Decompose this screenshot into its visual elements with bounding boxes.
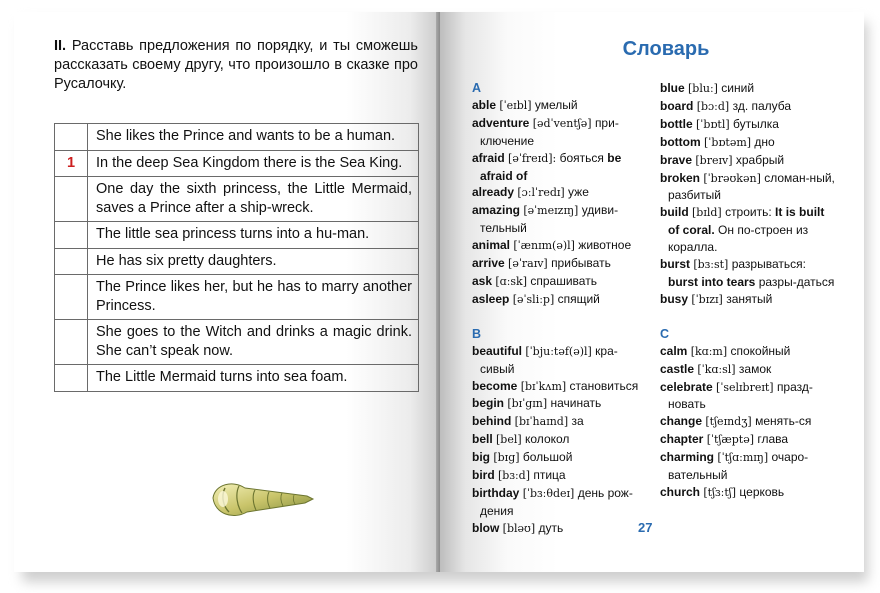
left-page	[14, 12, 440, 572]
entry-meaning: зд. палуба	[732, 98, 792, 113]
entry-meaning: сломан-ный, разбитый	[668, 170, 835, 203]
entry-meaning: колокол	[525, 432, 570, 447]
entry-meaning: празд-новать	[668, 379, 813, 412]
entry-transcription: [ˈænɪm(ə)l]	[513, 239, 575, 253]
table-row	[55, 222, 419, 249]
entry-meaning: становиться	[569, 378, 639, 393]
entry-transcription: [ˈbrəʊkən]	[703, 171, 761, 185]
sentence-cell: The Little Mermaid turns into sea foam.	[88, 365, 419, 392]
dictionary-entry	[660, 80, 836, 98]
sentence-cell: In the deep Sea Kingdom there is the Sea King.	[88, 150, 419, 177]
dictionary-entry	[472, 255, 648, 273]
entry-meaning: занятый	[726, 291, 773, 306]
entry-word: castle	[660, 361, 695, 376]
entry-transcription: [əˈraɪv]	[508, 257, 548, 271]
dictionary-entry	[472, 237, 648, 255]
dictionary-entry	[472, 378, 648, 396]
table-row	[55, 320, 419, 365]
entry-word: change	[660, 414, 703, 429]
dictionary-entry	[472, 202, 648, 237]
entry-transcription: [tʃɜːtʃ]	[703, 485, 737, 499]
dictionary-entry	[472, 273, 648, 291]
dictionary-entry	[660, 484, 836, 502]
dictionary-entry	[472, 431, 648, 449]
entry-transcription: [bɜːst]	[693, 258, 729, 272]
entry-word: already	[472, 185, 515, 200]
entry-word: bottle	[660, 116, 693, 131]
dictionary-entry	[660, 361, 836, 379]
entry-transcription: [bɪld]	[692, 206, 722, 220]
entry-word: charming	[660, 450, 715, 465]
entry-word: bell	[472, 432, 493, 447]
dictionary-entry	[660, 204, 836, 256]
sentence-cell: She likes the Prince and wants to be a human.	[88, 124, 419, 151]
dictionary-entry	[660, 170, 836, 205]
entry-word: board	[660, 98, 694, 113]
entry-meaning: уже	[568, 185, 589, 200]
entry-word: big	[472, 450, 490, 465]
entry-word: able	[472, 97, 497, 112]
entry-word: begin	[472, 396, 504, 411]
table-row	[55, 365, 419, 392]
section-letter: B	[472, 326, 482, 341]
entry-meaning: спящий	[557, 291, 600, 306]
order-cell[interactable]: 1	[55, 150, 88, 177]
entry-meaning: спокойный	[730, 343, 791, 358]
entry-meaning: кра-сивый	[480, 343, 618, 376]
order-cell[interactable]	[55, 177, 88, 222]
entry-word: asleep	[472, 291, 510, 306]
entry-example: burst into tears	[668, 274, 756, 289]
order-cell[interactable]	[55, 222, 88, 249]
entry-word: church	[660, 484, 701, 499]
entry-word: blue	[660, 81, 685, 95]
entry-meaning: храбрый	[735, 152, 785, 167]
entry-transcription: [ɔːlˈredɪ]	[517, 186, 565, 200]
entry-meaning: дуть	[538, 520, 564, 535]
sentence-cell: He has six pretty daughters.	[88, 248, 419, 275]
entry-example: It is built of coral.	[668, 205, 825, 238]
table-row	[55, 124, 419, 151]
dictionary-entry	[472, 97, 648, 115]
section-gap	[472, 309, 648, 326]
dictionary-entry	[472, 343, 648, 378]
entry-transcription: [ˈbɪzɪ]	[691, 292, 723, 306]
entry-meaning: большой	[522, 450, 573, 465]
entry-word: adventure	[472, 115, 530, 130]
sentence-cell: The little sea princess turns into a hu-man.	[88, 222, 419, 249]
dictionary-column-2	[660, 80, 836, 502]
dictionary-entry	[660, 343, 836, 361]
entry-word: calm	[660, 343, 688, 358]
sentence-cell: The Prince likes her, but he has to marry another Princess.	[88, 275, 419, 320]
entry-word: build	[660, 205, 689, 220]
entry-transcription: [bɜːd]	[498, 469, 530, 483]
entry-transcription: [breɪv]	[695, 153, 733, 167]
task-text: Расставь предложения по порядку, и ты сможешь рассказать своему другу, что произошло в сказке про Русалочку.	[54, 38, 418, 92]
entry-transcription: [ˈtʃɑːmɪŋ]	[717, 451, 769, 465]
entry-word: chapter	[660, 432, 704, 447]
entry-transcription: [tʃeɪndʒ]	[705, 415, 752, 429]
entry-word: bird	[472, 468, 495, 483]
entry-meaning: менять-ся	[755, 414, 812, 429]
entry-transcription: [ˈbɒtl]	[696, 117, 730, 131]
dictionary-entry	[472, 413, 648, 431]
dictionary-entry	[660, 431, 836, 449]
entry-transcription: [ˈtʃæptə]	[706, 433, 755, 447]
dictionary-entry	[472, 520, 648, 538]
entry-transcription: [ˈselɪbreɪt]	[716, 380, 774, 394]
table-row	[55, 275, 419, 320]
entry-meaning: бояться	[559, 150, 604, 165]
sentence-cell: One day the sixth princess, the Little Mermaid, saves a Prince after a ship-wreck.	[88, 177, 419, 222]
page-number: 27	[638, 520, 653, 535]
entry-meaning: глава	[757, 432, 789, 447]
entry-transcription: [ɑːsk]	[495, 274, 528, 288]
order-cell[interactable]	[55, 248, 88, 275]
entry-word: celebrate	[660, 379, 713, 394]
entry-meaning: прибывать	[551, 256, 611, 271]
entry-meaning: церковь	[739, 484, 785, 499]
order-cell[interactable]	[55, 365, 88, 392]
entry-word: bottom	[660, 134, 701, 149]
entry-word: brave	[660, 152, 693, 167]
dictionary-entry	[660, 116, 836, 134]
entry-transcription: [bɪg]	[493, 451, 520, 465]
task-number: II.	[54, 38, 67, 54]
dictionary-entry	[472, 449, 648, 467]
section-gap	[660, 309, 836, 326]
entry-transcription: [bɔːd]	[696, 99, 730, 113]
entry-transcription: [əˈmeɪzɪŋ]	[523, 204, 579, 218]
entry-meaning: очаро-вательный	[668, 450, 809, 483]
entry-meaning: дно	[754, 134, 775, 149]
dictionary-entry	[660, 291, 836, 309]
entry-word: broken	[660, 170, 701, 185]
section-letter: C	[660, 326, 670, 341]
entry-transcription: [ˈbɜːθdeɪ]	[522, 486, 575, 500]
table-row	[55, 177, 419, 222]
seashell-icon	[209, 476, 319, 526]
entry-meaning: разрываться:	[731, 257, 806, 272]
entry-meaning: животное	[578, 238, 632, 253]
entry-transcription: [əˈfreɪd]:	[508, 151, 557, 165]
entry-word: amazing	[472, 203, 521, 218]
entry-transcription: [bɪˈkʌm]	[520, 379, 567, 393]
entry-meaning-continued: Он по-строен из коралла.	[668, 223, 809, 255]
dictionary-entry	[660, 134, 836, 152]
entry-word: beautiful	[472, 343, 522, 358]
dictionary-entry	[660, 449, 836, 484]
entry-word: afraid	[472, 150, 505, 165]
dictionary-entry	[472, 150, 648, 185]
entry-meaning: умелый	[534, 97, 578, 112]
entry-word: arrive	[472, 256, 505, 271]
entry-transcription: [ˈeɪbl]	[499, 98, 532, 112]
entry-meaning: удиви-тельный	[480, 203, 619, 236]
entry-transcription: [bɪˈgɪn]	[507, 397, 548, 411]
section-letter: A	[472, 81, 482, 95]
entry-word: animal	[472, 238, 511, 253]
dictionary-entry	[472, 291, 648, 309]
entry-meaning-continued: разры-даться	[758, 274, 835, 289]
entry-word: ask	[472, 273, 493, 288]
entry-word: busy	[660, 291, 689, 306]
entry-word: burst	[660, 257, 690, 272]
entry-word: blow	[472, 520, 500, 535]
entry-meaning: за	[571, 414, 584, 429]
dictionary-entry	[660, 152, 836, 170]
entry-transcription: [bləʊ]	[502, 521, 536, 535]
right-page	[440, 12, 864, 572]
entry-transcription: [kɑːm]	[690, 344, 728, 358]
entry-transcription: [ˈbjuːtəf(ə)l]	[525, 344, 592, 358]
entry-example: be afraid of	[480, 150, 622, 183]
order-cell[interactable]	[55, 124, 88, 151]
dictionary-entry	[660, 379, 836, 414]
entry-transcription: [əˈsliːp]	[512, 292, 555, 306]
entry-transcription: [bɪˈhaɪnd]	[514, 415, 569, 429]
dictionary-entry	[472, 485, 648, 520]
order-table	[54, 123, 419, 392]
dictionary-column-1	[472, 80, 648, 538]
entry-transcription: [ˈbɒtəm]	[704, 135, 752, 149]
dictionary-entry	[472, 395, 648, 413]
dictionary-entry	[660, 98, 836, 116]
order-cell[interactable]	[55, 275, 88, 320]
entry-meaning: бутылка	[733, 116, 779, 131]
entry-meaning: спрашивать	[530, 273, 597, 288]
entry-meaning: начинать	[550, 396, 602, 411]
entry-meaning: строить:	[725, 205, 772, 220]
entry-meaning: день рож-дения	[480, 485, 633, 518]
entry-meaning: синий	[721, 81, 755, 95]
entry-meaning: замок	[738, 361, 772, 376]
dictionary-title: Словарь	[622, 38, 710, 60]
table-row	[55, 150, 419, 177]
entry-word: become	[472, 378, 518, 393]
task-instruction	[54, 37, 418, 94]
entry-transcription: [ədˈventʃə]	[532, 116, 592, 130]
dictionary-entry	[472, 115, 648, 150]
dictionary-entry	[472, 467, 648, 485]
dictionary-entry	[660, 413, 836, 431]
entry-word: behind	[472, 414, 512, 429]
dictionary-entry	[472, 184, 648, 202]
table-row	[55, 248, 419, 275]
order-cell[interactable]	[55, 320, 88, 365]
dictionary-entry	[660, 256, 836, 291]
entry-meaning: при-ключение	[480, 115, 619, 148]
entry-word: birthday	[472, 485, 520, 500]
entry-meaning: птица	[533, 468, 566, 483]
entry-transcription: [bluː]	[688, 82, 718, 95]
entry-transcription: [ˈkɑːsl]	[697, 362, 736, 376]
entry-transcription: [bel]	[496, 433, 522, 447]
sentence-cell: She goes to the Witch and drinks a magic drink. She can’t speak now.	[88, 320, 419, 365]
